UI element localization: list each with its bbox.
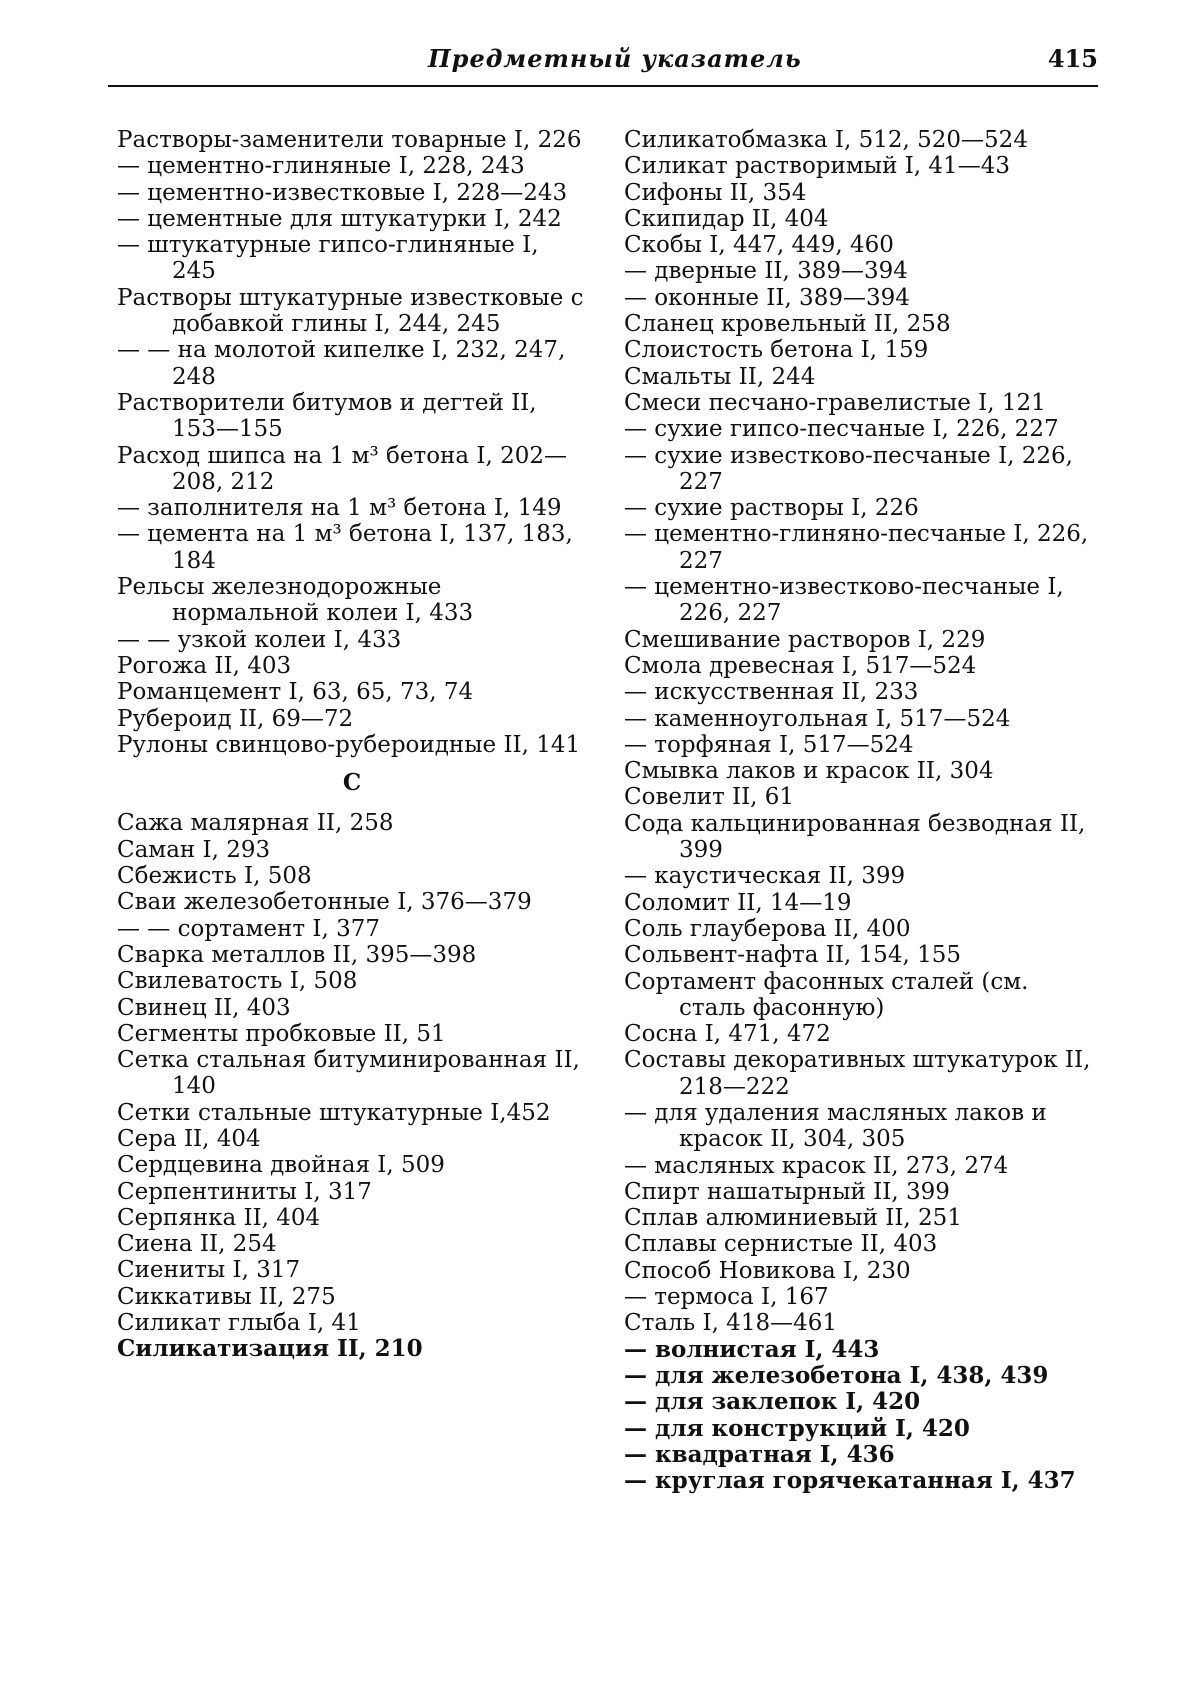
page-header bbox=[108, 38, 1098, 88]
index-entry: Слоистость бетона I, 159 bbox=[624, 337, 929, 364]
index-entry: Сталь I, 418—461 bbox=[624, 1310, 837, 1337]
index-entry: — — узкой колеи I, 433 bbox=[117, 626, 402, 653]
index-entry: Сольвент-нафта II, 154, 155 bbox=[624, 942, 961, 969]
index-entry: Силикат растворимый I, 41—43 bbox=[624, 153, 1010, 180]
index-entry: Скипидар II, 404 bbox=[624, 205, 829, 232]
index-entry: Сланец кровельный II, 258 bbox=[624, 311, 951, 338]
index-entry: Сосна I, 471, 472 bbox=[624, 1021, 831, 1048]
index-entry: Романцемент I, 63, 65, 73, 74 bbox=[117, 679, 474, 706]
index-entry: Силикатизация II, 210 bbox=[117, 1335, 423, 1363]
index-entry: Сбежисть I, 508 bbox=[117, 863, 312, 890]
index-entry: Сиена II, 254 bbox=[117, 1231, 277, 1258]
index-entry: — для удаления масляных лаков и красок II, 304, 305 bbox=[624, 1099, 1047, 1153]
index-entry: Смола древесная I, 517—524 bbox=[624, 652, 977, 679]
index-entry: Сера II, 404 bbox=[117, 1125, 261, 1152]
index-entry: Растворы-заменители товарные I, 226 bbox=[117, 127, 582, 153]
right-column bbox=[624, 127, 1102, 1494]
index-entry: Рубероид II, 69—72 bbox=[117, 705, 354, 732]
index-entry: Сваи железобетонные I, 376—379 bbox=[117, 889, 532, 916]
index-entry: — торфяная I, 517—524 bbox=[624, 731, 914, 758]
index-entry: Рельсы железнодорожные нормальной колеи I, 433 bbox=[117, 574, 474, 627]
header-rule bbox=[108, 85, 1098, 87]
index-entry: Смальты II, 244 bbox=[624, 363, 816, 390]
index-entry: — цемента на 1 м³ бетона I, 137, 183, 184 bbox=[117, 521, 573, 574]
index-entry: Скобы I, 447, 449, 460 bbox=[624, 232, 894, 259]
index-entry: Соломит II, 14—19 bbox=[624, 889, 852, 916]
section-letter: С bbox=[342, 769, 362, 797]
index-entry: — искусственная II, 233 bbox=[624, 679, 919, 706]
index-entry: Силикатобмазка I, 512, 520—524 bbox=[624, 127, 1028, 153]
index-entry: Смывка лаков и красок II, 304 bbox=[624, 758, 994, 785]
index-entry: — термоса I, 167 bbox=[624, 1284, 829, 1311]
index-entry: Растворители битумов и дегтей II, 153—155 bbox=[117, 389, 537, 443]
index-entry: — цементно-глиняно-песчаные I, 226, 227 bbox=[624, 521, 1089, 574]
index-entry: — волнистая I, 443 bbox=[624, 1335, 880, 1363]
index-entry: — для конструкций I, 420 bbox=[624, 1414, 970, 1442]
index-entry: Сиккативы II, 275 bbox=[117, 1283, 336, 1310]
index-entry: Свилеватость I, 508 bbox=[117, 968, 358, 995]
index-entry: — сухие известково-песчаные I, 226, 227 bbox=[624, 442, 1073, 495]
index-entry: Саман I, 293 bbox=[117, 836, 271, 863]
index-entry: Сиениты I, 317 bbox=[117, 1257, 301, 1284]
index-entry: — каустическая II, 399 bbox=[624, 863, 906, 890]
page-number: 415 bbox=[1047, 44, 1098, 73]
index-entry: — — на молотой кипелке I, 232, 247, 248 bbox=[117, 337, 566, 390]
index-entry: Серпянка II, 404 bbox=[117, 1204, 321, 1231]
index-entry: — штукатурные гипсо-глиняные I, 245 bbox=[117, 232, 539, 285]
index-entry: — заполнителя на 1 м³ бетона I, 149 bbox=[117, 495, 562, 522]
index-entry: Сажа малярная II, 258 bbox=[117, 810, 394, 837]
index-entry: Сплавы сернистые II, 403 bbox=[624, 1231, 938, 1258]
index-entry: Соль глауберова II, 400 bbox=[624, 915, 911, 942]
index-entry: — для заклепок I, 420 bbox=[624, 1388, 921, 1416]
index-entry: — каменноугольная I, 517—524 bbox=[624, 705, 1011, 732]
index-entry: Сердцевина двойная I, 509 bbox=[117, 1152, 445, 1179]
index-entry: — цементно-известковые I, 228—243 bbox=[117, 179, 568, 206]
index-entry: — дверные II, 389—394 bbox=[624, 258, 908, 285]
index-entry: Сортамент фасонных сталей (см. сталь фасонную) bbox=[624, 968, 1029, 1021]
left-entries-after bbox=[117, 810, 587, 1362]
index-entry: — квадратная I, 436 bbox=[624, 1440, 895, 1468]
index-entry: Сварка металлов II, 395—398 bbox=[117, 941, 477, 968]
index-entry: — сухие гипсо-песчаные I, 226, 227 bbox=[624, 416, 1059, 443]
index-entry: — цементно-известково-песчаные I, 226, 227 bbox=[624, 574, 1064, 627]
index-entry: Сетки стальные штукатурные I,452 bbox=[117, 1099, 551, 1126]
index-entry: Сифоны II, 354 bbox=[624, 179, 807, 206]
index-entry: Спирт нашатырный II, 399 bbox=[624, 1178, 950, 1205]
index-entry: Силикат глыба I, 41 bbox=[117, 1310, 361, 1337]
index-entry: Свинец II, 403 bbox=[117, 994, 291, 1021]
index-entry: — оконные II, 389—394 bbox=[624, 284, 910, 311]
index-entry: Растворы штукатурные известковые с добавкой глины I, 244, 245 bbox=[117, 284, 584, 338]
index-entry: — сухие растворы I, 226 bbox=[624, 495, 919, 522]
index-entry: Сегменты пробковые II, 51 bbox=[117, 1020, 446, 1047]
running-title: Предметный указатель bbox=[428, 44, 802, 73]
index-entry: Серпентиниты I, 317 bbox=[117, 1178, 372, 1205]
index-entry: Способ Новикова I, 230 bbox=[624, 1257, 911, 1284]
index-entry: Сетка стальная битуминированная II, 140 bbox=[117, 1047, 580, 1100]
index-entry: Составы декоративных штукатурок II, 218—222 bbox=[624, 1047, 1091, 1100]
index-entry: Рулоны свинцово-рубероидные II, 141 bbox=[117, 731, 581, 758]
index-entry: — для железобетона I, 438, 439 bbox=[624, 1361, 1049, 1389]
index-entry: Сплав алюминиевый II, 251 bbox=[624, 1205, 962, 1232]
index-entry: — круглая горячекатанная I, 437 bbox=[624, 1467, 1076, 1495]
left-entries-before bbox=[117, 127, 587, 758]
index-entry: Смешивание растворов I, 229 bbox=[624, 626, 986, 653]
left-column bbox=[117, 127, 587, 1363]
index-entry: Рогожа II, 403 bbox=[117, 652, 292, 679]
index-entry: — цементные для штукатурки I, 242 bbox=[117, 205, 562, 232]
index-entry: — масляных красок II, 273, 274 bbox=[624, 1152, 1009, 1179]
index-entry: Расход шипса на 1 м³ бетона I, 202—208, 212 bbox=[117, 442, 568, 495]
index-entry: Смеси песчано-гравелистые I, 121 bbox=[624, 389, 1046, 416]
index-entry: Совелит II, 61 bbox=[624, 784, 795, 811]
index-entry: — — сортамент I, 377 bbox=[117, 915, 380, 942]
index-entry: — цементно-глиняные I, 228, 243 bbox=[117, 153, 525, 180]
index-entry: Сода кальцинированная безводная II, 399 bbox=[624, 810, 1086, 864]
